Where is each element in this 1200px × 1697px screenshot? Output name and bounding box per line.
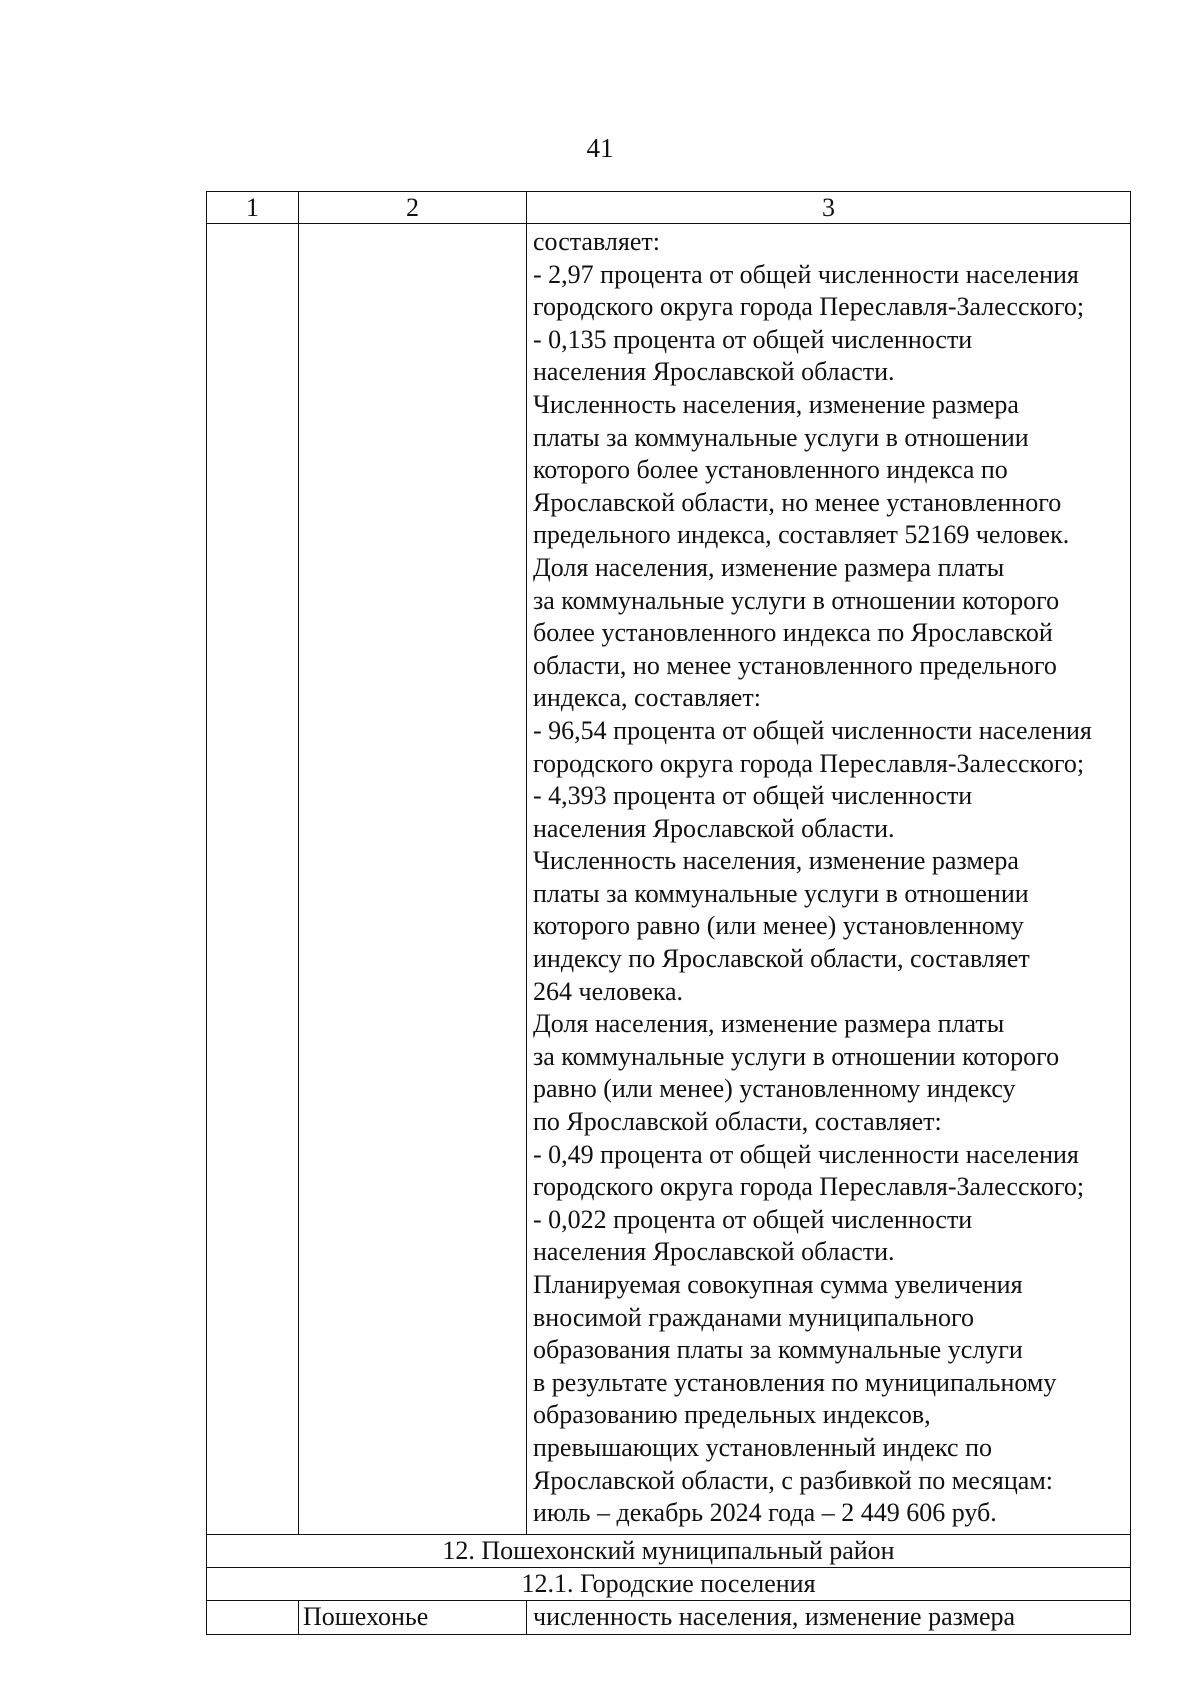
row-number-cell [207,1600,299,1634]
paragraph: - 4,393 процента от общей численности населения Ярославской области. [533,781,973,843]
paragraph: Численность населения, изменение размера платы за коммунальные услуги в отношении которого более установленного индекса по Ярославской области, но менее установленного предельного индекса, составляет 52169 человек. [533,389,1070,550]
row-name-cell: Пошехонье [299,1600,527,1634]
page-number: 41 [586,133,614,163]
paragraph: Доля населения, изменение размера платы за коммунальные услуги в отношении которого равно (или менее) установленному индексу по Ярославской области, составляет: [533,1009,1060,1137]
header-cell-2: 2 [299,192,527,224]
table-row [207,1600,1131,1634]
data-table [206,191,1131,1635]
paragraph: - 96,54 процента от общей численности населения городского округа города Переславля-Залесского; [533,715,1092,778]
paragraph: Планируемая совокупная сумма увеличения вносимой гражданами муниципального образования платы за коммунальные услуги в результате установления по муниципальному образованию предельных индексов, превышающих установленный индекс по Ярославской области, с разбивкой по месяцам: июль – декабрь 2024 года – 2 449 606 руб. [533,1270,1057,1528]
paragraph: - 0,022 процента от общей численности населения Ярославской области. [533,1204,973,1267]
header-cell-3: 3 [527,192,1131,224]
table-row [207,224,1131,1535]
subsection-title: 12.1. Городские поселения [207,1567,1131,1600]
subsection-row [207,1567,1131,1600]
row-name-cell [299,224,527,1535]
row-description-cell [527,224,1131,1535]
row-description-cell: численность населения, изменение размера [527,1600,1131,1634]
table-header-row [207,192,1131,224]
paragraph: Численность населения, изменение размера платы за коммунальные услуги в отношении которого равно (или менее) установленному индексу по Ярославской области, составляет 264 человека. [533,846,1030,1006]
paragraph: - 0,49 процента от общей численности населения городского округа города Переславля-Залесского; [533,1139,1085,1202]
paragraph: составляет: [533,227,660,256]
section-title: 12. Пошехонский муниципальный район [207,1534,1131,1567]
row-number-cell [207,224,299,1535]
paragraph: - 2,97 процента от общей численности населения городского округа города Переславля-Залесского; [533,259,1085,322]
header-cell-1: 1 [207,192,299,224]
paragraph: - 0,135 процента от общей численности населения Ярославской области. [533,324,973,387]
paragraph: Доля населения, изменение размера платы за коммунальные услуги в отношении которого более установленного индекса по Ярославской области, но менее установленного предельного индекса, составляет: [533,552,1060,713]
section-row [207,1534,1131,1567]
